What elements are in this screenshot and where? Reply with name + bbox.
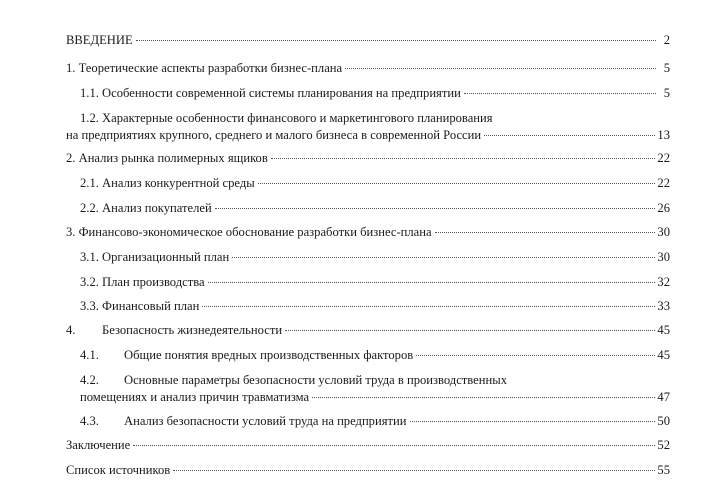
toc-page-number: 30 xyxy=(657,225,670,239)
dot-leader xyxy=(312,397,655,398)
dot-leader xyxy=(416,355,655,356)
toc-entry-intro[interactable] xyxy=(66,32,670,48)
toc-label-line2: помещениях и анализ причин травматизма xyxy=(80,390,310,404)
toc-page-number: 45 xyxy=(657,348,670,362)
toc-label: 3.1. Организационный план xyxy=(80,250,230,264)
dot-leader xyxy=(271,158,656,159)
toc-label: 3.2. План производства xyxy=(80,275,205,289)
dot-leader xyxy=(136,40,656,41)
toc-entry-section-3-3[interactable] xyxy=(66,298,670,314)
toc-number: 4.3. xyxy=(80,414,99,428)
toc-label: 1.1. Особенности современной системы планирования на предприятии xyxy=(80,86,461,100)
toc-entry-section-3-2[interactable] xyxy=(66,274,670,290)
toc-label: 1. Теоретические аспекты разработки бизнес-плана xyxy=(66,61,343,75)
toc-page-number: 13 xyxy=(657,128,670,142)
toc-label: Анализ безопасности условий труда на предприятии xyxy=(124,414,407,428)
toc-label: 2. Анализ рынка полимерных ящиков xyxy=(66,151,268,165)
toc-entry-section-3[interactable] xyxy=(66,224,670,240)
toc-page-number: 5 xyxy=(663,61,670,75)
dot-leader xyxy=(202,306,655,307)
toc-entry-section-1-2[interactable] xyxy=(66,110,670,143)
toc-page-number: 50 xyxy=(657,414,670,428)
toc-page-number: 5 xyxy=(663,86,670,100)
toc-page-number: 30 xyxy=(657,250,670,264)
dot-leader xyxy=(410,421,656,422)
toc-entry-section-3-1[interactable] xyxy=(66,249,670,265)
toc-label: 3. Финансово-экономическое обоснование разработки бизнес-плана xyxy=(66,225,432,239)
toc-number: 4. xyxy=(66,323,76,337)
toc-label: Общие понятия вредных производственных факторов xyxy=(124,348,414,362)
toc-label: 3.3. Финансовый план xyxy=(80,299,200,313)
toc-label: Безопасность жизнедеятельности xyxy=(102,323,283,337)
toc-label-line2: на предприятиях крупного, среднего и малого бизнеса в современной России xyxy=(66,128,482,142)
toc-label: Заключение xyxy=(66,438,131,452)
dot-leader xyxy=(133,445,655,446)
toc-entry-conclusion[interactable] xyxy=(66,437,670,453)
toc-entry-section-2-1[interactable] xyxy=(66,175,670,191)
dot-leader xyxy=(258,183,656,184)
toc-page-number: 22 xyxy=(657,176,670,190)
toc-entry-section-4-2[interactable] xyxy=(66,372,670,405)
toc-label-line1: Основные параметры безопасности условий труда в производственных xyxy=(124,373,507,387)
toc-entry-section-4-1[interactable] xyxy=(66,347,670,363)
toc-label-line1: 1.2. Характерные особенности финансового и маркетингового планирования xyxy=(80,111,493,125)
toc-page-number: 52 xyxy=(657,438,670,452)
toc-entry-section-4[interactable] xyxy=(66,322,670,338)
toc-page-number: 32 xyxy=(657,275,670,289)
toc-label: ВВЕДЕНИЕ xyxy=(66,33,133,47)
toc-entry-section-1-1[interactable] xyxy=(66,85,670,101)
dot-leader xyxy=(208,282,656,283)
toc-page-number: 47 xyxy=(657,390,670,404)
toc-page-number: 33 xyxy=(657,299,670,313)
dot-leader xyxy=(173,470,655,471)
toc-page-number: 22 xyxy=(657,151,670,165)
toc-label: Список источников xyxy=(66,463,171,477)
dot-leader xyxy=(464,93,656,94)
toc-entry-section-4-3[interactable] xyxy=(66,413,670,429)
toc-entry-sources[interactable] xyxy=(66,462,670,478)
dot-leader xyxy=(484,135,655,136)
toc-entry-section-1[interactable] xyxy=(66,60,670,76)
toc-number: 4.1. xyxy=(80,348,99,362)
dot-leader xyxy=(345,68,656,69)
dot-leader xyxy=(215,208,656,209)
toc-number: 4.2. xyxy=(80,373,99,387)
toc-page-number: 55 xyxy=(657,463,670,477)
dot-leader xyxy=(285,330,655,331)
toc-label: 2.1. Анализ конкурентной среды xyxy=(80,176,255,190)
toc-label: 2.2. Анализ покупателей xyxy=(80,201,212,215)
toc-entry-section-2[interactable] xyxy=(66,150,670,166)
dot-leader xyxy=(232,257,655,258)
dot-leader xyxy=(435,232,656,233)
toc-page-number: 26 xyxy=(657,201,670,215)
toc-page-number: 45 xyxy=(657,323,670,337)
toc-page-number: 2 xyxy=(663,33,670,47)
toc-entry-section-2-2[interactable] xyxy=(66,200,670,216)
